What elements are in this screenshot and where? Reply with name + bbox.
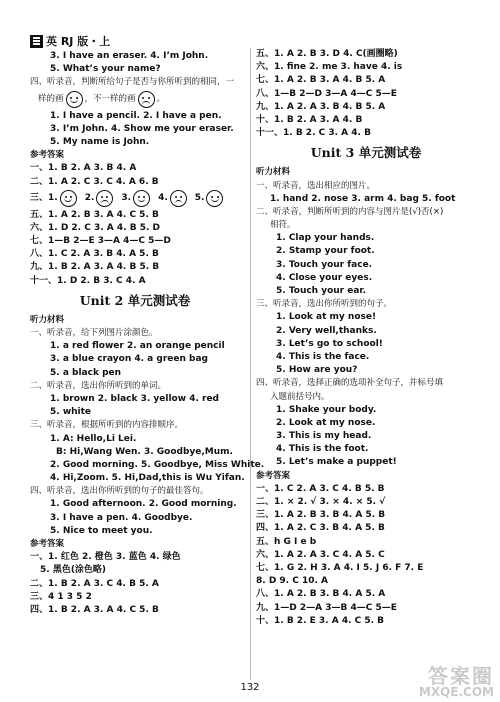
answer-block — [256, 48, 476, 140]
text-line: 5. How are you? — [276, 365, 358, 376]
text-line: 8. D 9. C 10. A — [256, 576, 329, 587]
answer-label: 4. — [158, 193, 168, 204]
text-line: 4. This is the face. — [276, 351, 370, 362]
text-line: 九、1—D 2—A 3—B 4—C 5—E — [256, 602, 397, 613]
answer-line: 5. 黑色(涂色略) — [40, 565, 107, 576]
answer-heading: 参考答案 — [256, 470, 291, 481]
text-line: 3. Let’s go to school! — [276, 338, 383, 349]
text-line: 1. Shake your body. — [276, 404, 377, 415]
answer-line: 八、1. C 2. A 3. B 4. A 5. B — [30, 249, 159, 260]
text-line: 一、1. C 2. A 3. C 4. B 5. B — [256, 483, 385, 494]
text-line: 九、1. A 2. A 3. B 4. B 5. A — [256, 101, 386, 112]
text-line: 二、听录音，判断所听到的内容与图片是(√)否(×) — [256, 206, 444, 217]
answer-line: 二、1. B 2. A 3. C 4. B 5. A — [30, 578, 159, 589]
answer-line: 三、4 1 3 5 2 — [30, 591, 92, 602]
text-line: 2. Look at my nose. — [276, 417, 376, 428]
unit-title: Unit 3 单元测试卷 — [310, 145, 422, 161]
listening-material — [256, 180, 476, 470]
text-line: 七、1. A 2. B 3. A 4. B 5. A — [256, 75, 386, 86]
instruction-text: ，不一样的画 — [84, 93, 136, 104]
text-line: 5. Let’s make a puppet! — [276, 457, 397, 468]
answer-line: 十一、1. D 2. B 3. C 4. A — [30, 275, 146, 286]
text-line: 四、1. A 2. C 3. B 4. A 5. B — [256, 523, 385, 534]
text-line: 二、听录音，选出你所听到的单词。 — [30, 380, 167, 391]
right-column — [256, 48, 476, 628]
text-line: 1. A: Hello,Li Lei. — [50, 433, 137, 444]
text-line: 十、1. B 2. E 3. A 4. C 5. B — [256, 615, 385, 626]
instruction-text: 样的画 — [38, 93, 64, 104]
text-line: 5. Touch your ear. — [276, 286, 367, 296]
sad-face-icon — [170, 190, 187, 207]
text-line: 相符。 — [270, 220, 296, 231]
text-line: 4. Hi,Zoom. 5. Hi,Dad,this is Wu Yifan. — [50, 473, 245, 484]
text-line: 2. Stamp your foot. — [276, 246, 375, 257]
column-divider — [250, 48, 251, 680]
sad-face-icon — [138, 91, 155, 108]
page-number: 132 — [240, 682, 260, 693]
text-line: 四、听录音，选出你所听到的句子的最佳答句。 — [30, 486, 209, 497]
answer-label: 3. — [121, 193, 132, 204]
text-line: 5. My name is John. — [50, 136, 150, 147]
answer-heading: 参考答案 — [30, 150, 65, 161]
answer-label: 三、1. — [30, 193, 58, 204]
text-line: 1. hand 2. nose 3. arm 4. bag 5. foot — [270, 193, 456, 204]
text-line: 2. Very well,thanks. — [276, 325, 377, 336]
listening-heading: 听力材料 — [256, 167, 291, 178]
left-column — [30, 50, 265, 617]
text-line: 4. This is the foot. — [276, 444, 369, 455]
unit-title: Unit 2 单元测试卷 — [79, 292, 191, 308]
text-line: B: Hi,Wang Wen. 3. Goodbye,Mum. — [56, 446, 233, 457]
answer-line: 六、1. D 2. C 3. A 4. B 5. D — [30, 222, 160, 233]
smiley-face-icon — [133, 190, 150, 207]
watermark-text: 答案圈 — [428, 664, 494, 688]
text-line: 入题前括号内。 — [270, 391, 330, 402]
text-line: 3. I’m John. 4. Show me your eraser. — [50, 123, 234, 134]
text-line: 八、1. A 2. B 3. B 4. A 5. A — [256, 589, 386, 600]
smiley-face-icon — [60, 190, 77, 207]
listening-material — [30, 327, 265, 538]
answer-line: 二、1. A 2. C 3. C 4. A 6. B — [30, 176, 159, 187]
answer-label: 5. — [194, 193, 205, 204]
text-line: 三、听录音，选出你所听到的句子。 — [256, 299, 393, 310]
text-line: 一、听录音，给下列图片涂颜色。 — [30, 328, 158, 338]
answer-line: 五、1. A 2. B 3. A 4. C 5. B — [30, 209, 159, 220]
face-answers — [30, 189, 246, 209]
smiley-face-icon — [66, 91, 83, 108]
text-line: 1. a red flower 2. an orange pencil — [50, 341, 225, 352]
book-icon — [30, 35, 43, 48]
text-line: 六、1. fine 2. me 3. have 4. is — [256, 62, 403, 73]
smiley-face-icon — [206, 190, 223, 207]
text-line: 1. Good afternoon. 2. Good morning. — [50, 499, 237, 510]
text-line: 5. white — [50, 407, 92, 418]
text-line: 八、1—B 2—D 3—A 4—C 5—E — [256, 88, 397, 99]
text-line: 三、1. A 2. B 3. B 4. A 5. B — [256, 510, 386, 521]
answer-label: 2. — [84, 193, 95, 204]
text-line: 1. Look at my nose! — [276, 312, 377, 323]
text-line: 五、1. A 2. B 3. D 4. C(画圈略) — [256, 49, 398, 59]
answer-block — [256, 483, 476, 628]
text-line: 十、1. B 2. A 3. A 4. B — [256, 114, 363, 125]
text-line: 1. brown 2. black 3. yellow 4. red — [50, 393, 219, 404]
text-line: 5. What’s your name? — [50, 64, 161, 75]
text-line: 3. I have a pen. 4. Goodbye. — [50, 512, 193, 523]
text-line: 3. a blue crayon 4. a green bag — [50, 354, 208, 365]
page-header — [30, 34, 110, 48]
text-line: 4. Close your eyes. — [276, 272, 373, 283]
answer-heading: 参考答案 — [30, 539, 65, 549]
text-line: 七、1. G 2. H 3. A 4. I 5. J 6. F 7. E — [256, 562, 424, 573]
text-line: 5. a black pen — [50, 367, 122, 378]
text-line: 一、听录音，选出相应的图片。 — [256, 180, 376, 191]
watermark-logo — [419, 666, 494, 698]
text-line: 2. Good morning. 5. Goodbye, Miss White. — [50, 459, 265, 470]
watermark-url: MXQE.COM — [418, 685, 494, 699]
text-line: 1. I have a pencil. 2. I have a pen. — [50, 110, 222, 121]
answer-line: 四、1. B 2. A 3. A 4. C 5. B — [30, 604, 159, 615]
text-line: 四、听录音，选择正确的选项补全句子，并标号填 — [256, 378, 444, 389]
text-line: 3. This is my head. — [276, 431, 372, 442]
face-instruction — [30, 90, 246, 110]
listening-heading: 听力材料 — [30, 314, 65, 325]
header-title: 英 RJ 版・上 — [46, 35, 111, 48]
section-heading: 四、听录音，判断所给句子是否与你所听到的相同，一 — [30, 77, 235, 88]
answer-line: 一、1. 红色 2. 橙色 3. 蓝色 4. 绿色 — [30, 552, 181, 563]
instruction-text: 。 — [156, 93, 166, 104]
answer-line: 一、1. B 2. A 3. B 4. A — [30, 163, 137, 174]
text-line: 3. I have an eraser. 4. I’m John. — [50, 51, 209, 61]
answer-line: 九、1. B 2. A 3. A 4. B 5. B — [30, 262, 160, 273]
answer-line: 七、1—B 2—E 3—A 4—C 5—D — [30, 236, 171, 247]
text-line: 1. Clap your hands. — [276, 233, 375, 244]
text-line: 六、1. A 2. A 3. C 4. A 5. C — [256, 549, 385, 560]
sad-face-icon — [96, 190, 113, 207]
text-line: 三、听录音，根据所听到的内容排顺序。 — [30, 420, 184, 431]
text-line: 五、h G I e b — [256, 536, 317, 547]
text-line: 十一、1. B 2. C 3. A 4. B — [256, 128, 371, 139]
text-line: 3. Touch your face. — [276, 259, 373, 270]
text-line: 二、1. × 2. √ 3. × 4. × 5. √ — [256, 497, 386, 507]
text-line: 5. Nice to meet you. — [50, 525, 153, 536]
